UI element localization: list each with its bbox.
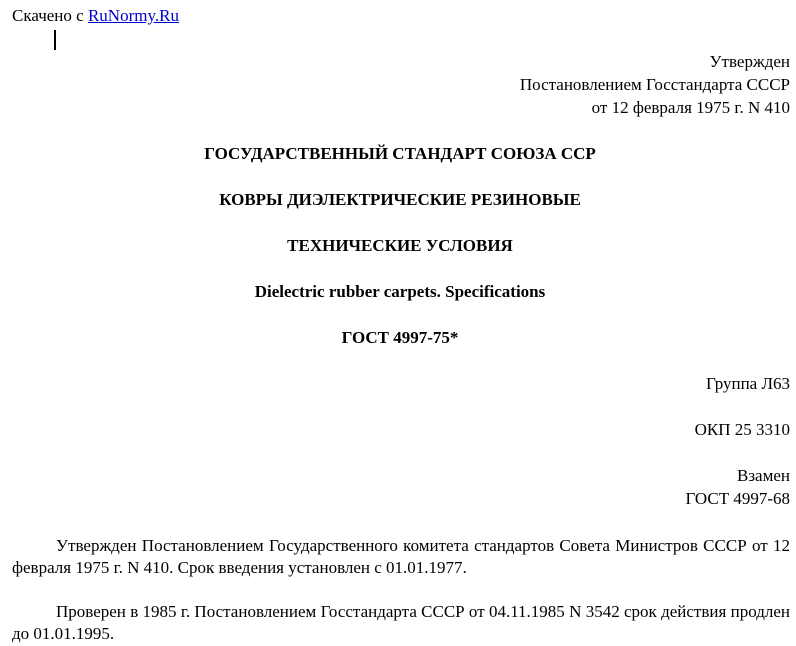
- replaces-label: Взамен: [736, 466, 790, 485]
- download-source: [12, 6, 179, 26]
- title-state-standard: ГОСУДАРСТВЕННЫЙ СТАНДАРТ СОЮЗА ССР: [204, 144, 596, 163]
- text-cursor: [54, 30, 56, 50]
- title-gost: ГОСТ 4997-75*: [341, 328, 459, 347]
- paragraph-approval: Утвержден Постановлением Государственного комитета стандартов Совета Министров СССР от 12 февраля 1975 г. N 410. Срок введения установлен с 01.01.1977.: [12, 536, 790, 577]
- approval-line-1: Утвержден: [709, 52, 790, 71]
- okp-code: ОКП 25 3310: [694, 420, 790, 439]
- replaces-value: ГОСТ 4997-68: [685, 489, 790, 508]
- title-product: КОВРЫ ДИЭЛЕКТРИЧЕСКИЕ РЕЗИНОВЫЕ: [219, 190, 581, 209]
- group-code: Группа Л63: [705, 374, 790, 393]
- paragraph-review: Проверен в 1985 г. Постановлением Госстандарта СССР от 04.11.1985 N 3542 срок действия продлен до 01.01.1995.: [12, 602, 790, 643]
- approval-line-2: Постановлением Госстандарта СССР: [519, 75, 790, 94]
- title-spec: ТЕХНИЧЕСКИЕ УСЛОВИЯ: [287, 236, 513, 255]
- download-prefix: Скачено с: [12, 6, 84, 25]
- title-english: Dielectric rubber carpets. Specifications: [254, 282, 546, 301]
- site-link[interactable]: RuNormy.Ru: [87, 6, 179, 25]
- approval-line-3: от 12 февраля 1975 г. N 410: [591, 98, 790, 117]
